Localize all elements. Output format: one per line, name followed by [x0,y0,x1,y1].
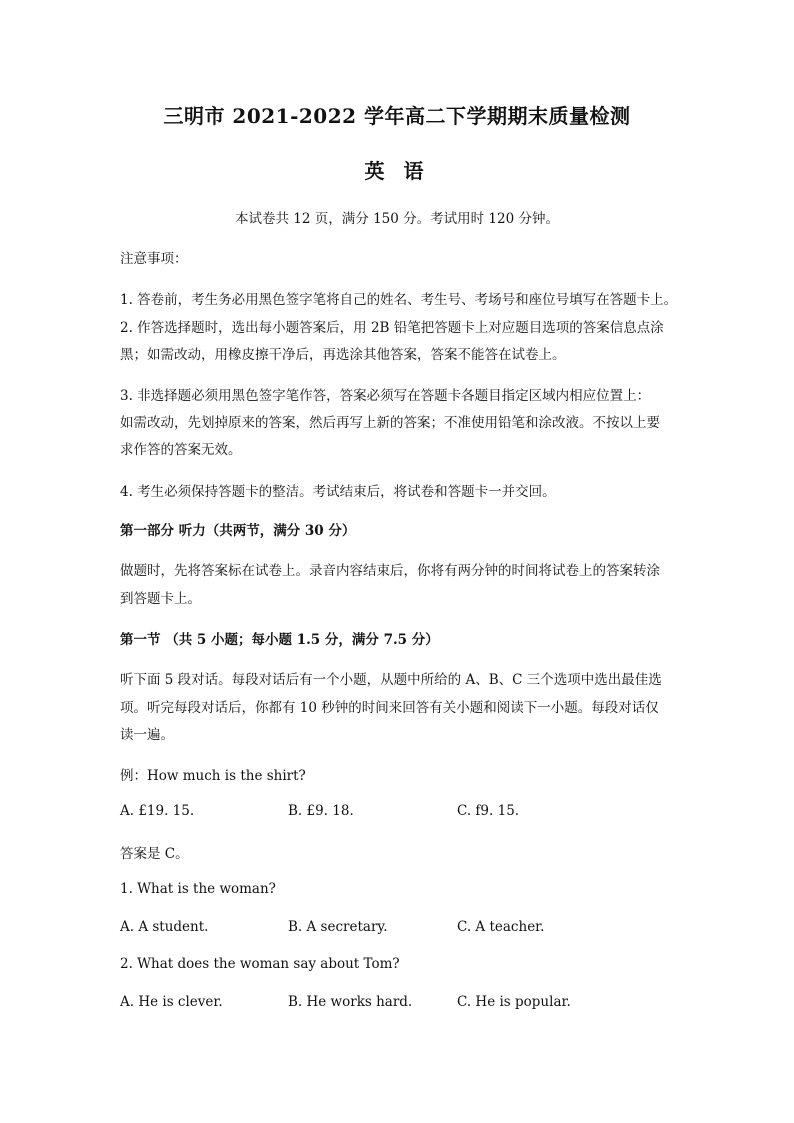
example-option-a: A. £19. 15. [120,803,195,819]
part1-instruction: 做题时，先将答案标在试卷上。录音内容结束后，你将有两分钟的时间将试卷上的答案转涂 [120,563,660,579]
notice-line: 1. 答卷前，考生务必用黑色签字笔将自己的姓名、考生号、考场号和座位号填写在答题卡上。 [120,292,678,308]
section1-instruction: 读一遍。 [120,727,174,743]
example-option-b: B. £9. 18. [288,803,354,819]
part1-instruction: 到答题卡上。 [120,591,201,607]
example-question: 例：How much is the shirt? [120,768,306,784]
question-2: 2. What does the woman say about Tom? [120,956,400,972]
notice-line: 黑；如需改动，用橡皮擦干净后，再选涂其他答案，答案不能答在试卷上。 [120,347,566,363]
question-1-option-c: C. A teacher. [457,919,545,935]
question-2-option-c: C. He is popular. [457,994,571,1010]
question-2-option-b: B. He works hard. [288,994,413,1010]
notice-line: 2. 作答选择题时，选出每小题答案后，用 2B 铅笔把答题卡上对应题目选项的答案信息点涂 [120,320,664,336]
section1-instruction: 听下面 5 段对话。每段对话后有一个小题，从题中所给的 A、B、C 三个选项中选出最佳选 [120,672,662,688]
question-1-option-a: A. A student. [120,919,209,935]
question-1: 1. What is the woman? [120,881,276,897]
notice-line: 4. 考生必须保持答题卡的整洁。考试结束后，将试卷和答题卡一并交回。 [120,484,556,500]
notice-heading: 注意事项： [120,251,188,267]
question-1-option-b: B. A secretary. [288,919,388,935]
section1-heading: 第一节 （共 5 小题；每小题 1.5 分，满分 7.5 分） [120,632,439,648]
exam-subject: 英 语 [364,159,430,183]
part1-heading: 第一部分 听力（共两节，满分 30 分） [120,523,356,539]
example-option-c: C. f9. 15. [457,803,520,819]
exam-title: 三明市 2021-2022 学年高二下学期期末质量检测 [163,104,631,128]
notice-line: 如需改动，先划掉原来的答案，然后再写上新的答案；不准使用铅笔和涂改液。不按以上要 [120,415,660,431]
question-2-option-a: A. He is clever. [120,994,223,1010]
section1-instruction: 项。听完每段对话后，你都有 10 秒钟的时间来回答有关小题和阅读下一小题。每段对话仅 [120,700,659,716]
exam-intro: 本试卷共 12 页，满分 150 分。考试用时 120 分钟。 [235,211,559,227]
example-answer: 答案是 C。 [120,846,189,862]
notice-line: 求作答的答案无效。 [120,442,242,458]
notice-line: 3. 非选择题必须用黑色签字笔作答，答案必须写在答题卡各题目指定区域内相应位置上： [120,388,651,404]
